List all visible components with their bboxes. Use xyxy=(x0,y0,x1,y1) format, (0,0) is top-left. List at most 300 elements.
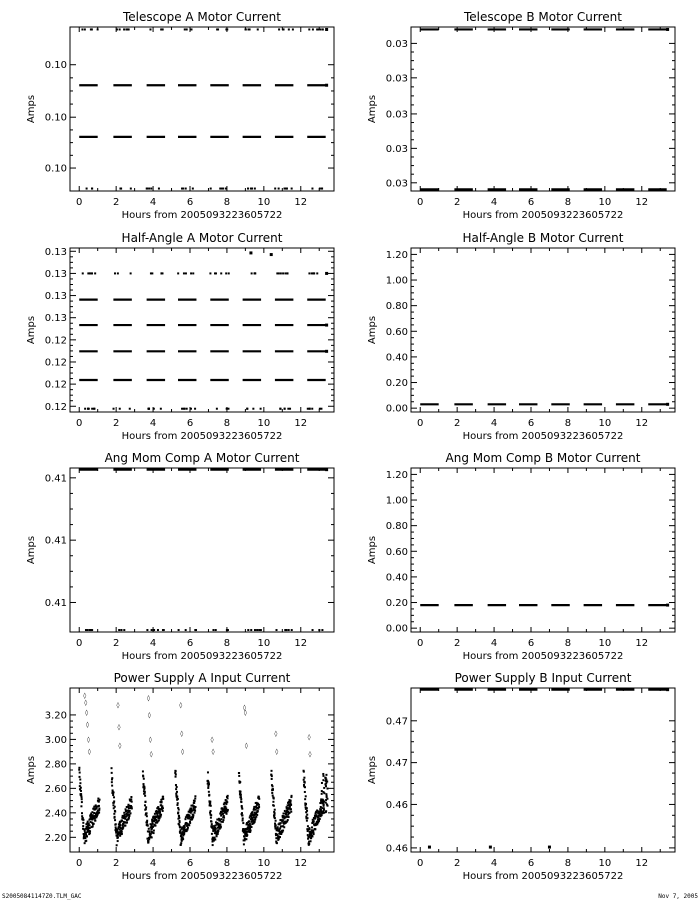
x-axis-label: Hours from 2005093223605722 xyxy=(121,651,283,662)
data-point xyxy=(153,830,155,832)
data-point xyxy=(194,810,196,812)
data-point xyxy=(117,272,119,274)
data-point xyxy=(187,828,189,830)
data-point xyxy=(310,840,312,842)
data-point xyxy=(176,796,178,798)
data-point xyxy=(130,796,132,798)
data-point xyxy=(312,272,314,274)
data-point xyxy=(306,814,308,816)
data-point xyxy=(146,629,148,631)
data-point xyxy=(207,787,209,789)
data-point xyxy=(89,830,91,832)
data-point xyxy=(227,809,229,811)
data-point xyxy=(193,802,195,804)
data-point xyxy=(226,801,228,803)
data-point xyxy=(271,770,273,772)
data-point xyxy=(244,839,246,841)
data-point xyxy=(117,836,119,838)
data-point xyxy=(226,408,228,410)
y-tick-label: 0.13 xyxy=(44,291,67,303)
data-point xyxy=(111,767,113,769)
y-tick-label: 0.12 xyxy=(44,357,67,369)
y-tick-label: 0.00 xyxy=(385,403,408,415)
y-tick-label: 0.60 xyxy=(385,326,408,338)
x-tick-label: 2 xyxy=(112,638,120,649)
data-point xyxy=(272,785,274,787)
data-point xyxy=(258,806,260,808)
data-point xyxy=(175,773,177,775)
data-point xyxy=(113,791,115,793)
data-point xyxy=(162,807,164,809)
data-point xyxy=(143,783,145,785)
data-point xyxy=(322,775,324,777)
data-point xyxy=(81,812,83,814)
data-point xyxy=(272,788,274,790)
y-tick-label: 0.03 xyxy=(385,38,408,50)
data-point xyxy=(428,846,431,849)
data-point xyxy=(147,840,149,842)
data-point xyxy=(240,791,242,793)
data-point xyxy=(241,808,243,810)
data-point xyxy=(194,795,196,797)
data-point xyxy=(323,787,325,789)
data-point xyxy=(258,629,260,631)
y-axis-label: Amps xyxy=(26,94,37,124)
data-point xyxy=(304,786,306,788)
data-point xyxy=(312,28,314,30)
y-tick-label: 0.41 xyxy=(44,535,67,547)
y-tick-label: 1.20 xyxy=(385,469,408,481)
data-outlier: ◊ xyxy=(118,742,122,750)
x-tick-label: 12 xyxy=(635,858,649,869)
x-axis-label: Hours from 2005093223605722 xyxy=(121,871,283,882)
data-point xyxy=(322,801,324,803)
data-point xyxy=(291,629,293,631)
data-point xyxy=(273,798,275,800)
data-point xyxy=(290,808,292,810)
data-outlier: ◊ xyxy=(86,736,90,744)
data-point xyxy=(272,801,274,803)
data-point xyxy=(154,813,156,815)
data-point xyxy=(285,814,287,816)
data-point xyxy=(192,814,194,816)
data-point xyxy=(208,781,210,783)
data-outlier: ◊ xyxy=(307,733,311,741)
x-tick-label: 6 xyxy=(186,858,194,869)
data-outlier: ◊ xyxy=(181,748,185,756)
data-point xyxy=(322,773,324,775)
data-point xyxy=(242,820,244,822)
data-point xyxy=(249,28,251,30)
data-point xyxy=(306,810,308,812)
data-point xyxy=(184,28,186,30)
data-point xyxy=(291,795,293,797)
y-tick-label: 2.60 xyxy=(44,783,67,795)
y-tick-label: 0.13 xyxy=(44,246,67,258)
data-point xyxy=(91,188,93,190)
data-point xyxy=(152,823,154,825)
data-point xyxy=(246,834,248,836)
data-point xyxy=(150,188,152,190)
data-point xyxy=(319,28,321,30)
data-point xyxy=(216,835,218,837)
data-point xyxy=(272,795,274,797)
data-outlier: ◊ xyxy=(210,736,214,744)
data-point xyxy=(325,774,327,776)
data-point xyxy=(321,629,323,631)
x-tick-label: 0 xyxy=(417,858,424,869)
x-tick-label: 12 xyxy=(635,638,649,649)
plot-frame xyxy=(411,27,675,191)
data-point xyxy=(245,838,247,840)
data-point xyxy=(311,408,313,410)
data-point xyxy=(89,824,91,826)
x-tick-label: 8 xyxy=(564,418,572,429)
data-point xyxy=(162,810,164,812)
chart-panel-2 xyxy=(367,10,675,221)
data-point xyxy=(148,408,150,410)
data-point xyxy=(321,793,323,795)
data-point xyxy=(325,779,327,781)
data-point xyxy=(176,791,178,793)
x-tick-label: 2 xyxy=(453,638,461,649)
x-tick-label: 8 xyxy=(564,858,572,869)
data-outlier: ◊ xyxy=(275,748,279,756)
data-point xyxy=(275,824,277,826)
data-point xyxy=(257,28,259,30)
chart-panel-8 xyxy=(367,671,675,882)
data-point xyxy=(195,806,197,808)
data-point xyxy=(194,812,196,814)
x-tick-label: 0 xyxy=(417,638,424,649)
data-point xyxy=(222,813,224,815)
data-point xyxy=(210,817,212,819)
x-tick-label: 10 xyxy=(598,858,612,869)
data-point xyxy=(217,830,219,832)
y-tick-label: 3.00 xyxy=(44,734,67,746)
data-point xyxy=(214,839,216,841)
data-point xyxy=(113,813,115,815)
data-point xyxy=(282,819,284,821)
data-outlier: ◊ xyxy=(85,709,89,717)
data-point xyxy=(158,819,160,821)
data-point xyxy=(96,807,98,809)
data-point xyxy=(162,798,164,800)
data-point xyxy=(180,842,182,844)
chart-panel-4 xyxy=(367,231,675,442)
data-point xyxy=(191,28,193,30)
y-tick-label: 0.20 xyxy=(385,378,408,390)
data-point xyxy=(80,805,82,807)
data-point xyxy=(160,408,162,410)
data-point xyxy=(304,798,306,800)
data-point xyxy=(127,814,129,816)
plot-frame xyxy=(70,248,334,412)
data-point xyxy=(319,188,321,190)
data-point xyxy=(186,408,188,410)
data-point xyxy=(249,823,251,825)
data-point xyxy=(98,801,100,803)
data-point xyxy=(210,805,212,807)
x-tick-label: 8 xyxy=(223,858,231,869)
data-point xyxy=(131,807,133,809)
data-point xyxy=(178,809,180,811)
x-tick-label: 10 xyxy=(598,418,612,429)
data-point xyxy=(81,796,83,798)
data-point xyxy=(306,820,308,822)
data-point xyxy=(126,821,128,823)
data-point xyxy=(208,794,210,796)
data-point xyxy=(286,272,288,274)
data-outlier: ◊ xyxy=(87,748,91,756)
data-point xyxy=(316,272,318,274)
data-point xyxy=(154,825,156,827)
data-point xyxy=(143,778,145,780)
data-point xyxy=(274,812,276,814)
data-point xyxy=(98,808,100,810)
data-point xyxy=(84,408,86,410)
data-point xyxy=(160,816,162,818)
data-point xyxy=(225,28,227,30)
y-tick-label: 0.10 xyxy=(44,112,67,124)
data-outlier: ◊ xyxy=(149,751,153,759)
data-point xyxy=(288,629,290,631)
data-series xyxy=(420,403,669,406)
data-point xyxy=(82,272,84,274)
data-point xyxy=(325,28,328,31)
plot-frame xyxy=(411,468,675,632)
x-axis-label: Hours from 2005093223605722 xyxy=(121,431,283,442)
data-point xyxy=(311,835,313,837)
y-tick-label: 3.20 xyxy=(44,710,67,722)
data-point xyxy=(325,272,328,275)
data-point xyxy=(247,629,249,631)
data-point xyxy=(313,833,315,835)
data-point xyxy=(250,830,252,832)
data-point xyxy=(212,629,214,631)
data-point xyxy=(274,817,276,819)
data-point xyxy=(276,842,278,844)
plot-frame xyxy=(70,27,334,191)
chart-panel-7 xyxy=(26,671,334,882)
data-point xyxy=(283,826,285,828)
y-tick-label: 0.13 xyxy=(44,313,67,325)
data-point xyxy=(144,791,146,793)
data-point xyxy=(280,272,282,274)
data-point xyxy=(292,28,294,30)
data-point xyxy=(325,793,327,795)
y-axis-label: Amps xyxy=(367,755,378,785)
data-point xyxy=(286,188,288,190)
data-point xyxy=(119,28,121,30)
data-point xyxy=(321,790,323,792)
y-tick-label: 2.80 xyxy=(44,759,67,771)
data-point xyxy=(114,272,116,274)
data-outlier: ◊ xyxy=(147,711,151,719)
data-point xyxy=(290,811,292,813)
data-point xyxy=(111,785,113,787)
data-outlier: ◊ xyxy=(116,702,120,710)
x-tick-label: 4 xyxy=(149,197,157,208)
data-point xyxy=(181,188,183,190)
data-point xyxy=(278,28,280,30)
data-point xyxy=(179,826,181,828)
data-point xyxy=(303,779,305,781)
x-tick-label: 10 xyxy=(598,197,612,208)
x-tick-label: 6 xyxy=(186,197,194,208)
data-point xyxy=(175,793,177,795)
data-point xyxy=(150,833,152,835)
chart-title: Ang Mom Comp A Motor Current xyxy=(104,451,300,465)
data-point xyxy=(242,817,244,819)
data-series xyxy=(78,692,328,846)
y-tick-label: 0.03 xyxy=(385,73,408,85)
data-point xyxy=(177,272,179,274)
data-point xyxy=(153,629,155,631)
data-point xyxy=(306,807,308,809)
data-point xyxy=(181,408,183,410)
y-tick-label: 0.47 xyxy=(385,758,408,770)
chart-title: Half-Angle A Motor Current xyxy=(121,231,283,245)
y-tick-label: 0.03 xyxy=(385,143,408,155)
data-point xyxy=(288,28,290,30)
y-tick-label: 0.46 xyxy=(385,843,408,855)
y-tick-label: 2.20 xyxy=(44,832,67,844)
x-tick-label: 12 xyxy=(635,197,649,208)
data-point xyxy=(184,818,186,820)
data-point xyxy=(251,188,253,190)
data-point xyxy=(98,811,100,813)
data-point xyxy=(323,809,325,811)
data-point xyxy=(225,188,227,190)
data-outlier: ◊ xyxy=(180,730,184,738)
data-point xyxy=(116,844,118,846)
data-point xyxy=(97,28,99,30)
data-point xyxy=(210,810,212,812)
data-point xyxy=(273,805,275,807)
data-point xyxy=(248,820,250,822)
data-point xyxy=(157,629,159,631)
footer-date: Nov 7, 2005 xyxy=(658,893,698,900)
plot-frame xyxy=(70,468,334,632)
data-point xyxy=(183,272,185,274)
y-axis-label: Amps xyxy=(367,315,378,345)
data-point xyxy=(127,28,129,30)
data-point xyxy=(79,778,81,780)
data-point xyxy=(79,782,81,784)
data-point xyxy=(256,814,258,816)
data-point xyxy=(288,816,290,818)
data-point xyxy=(184,827,186,829)
data-point xyxy=(78,767,80,769)
x-axis-label: Hours from 2005093223605722 xyxy=(462,871,624,882)
data-point xyxy=(212,844,214,846)
data-point xyxy=(241,812,243,814)
data-point xyxy=(216,408,218,410)
data-outlier: ◊ xyxy=(211,748,215,756)
data-point xyxy=(89,629,91,631)
x-tick-label: 0 xyxy=(76,858,83,869)
data-point xyxy=(227,795,229,797)
data-point xyxy=(284,408,286,410)
data-point xyxy=(311,188,313,190)
x-tick-label: 10 xyxy=(598,638,612,649)
x-tick-label: 4 xyxy=(490,638,498,649)
data-point xyxy=(89,827,91,829)
data-point xyxy=(92,826,94,828)
data-point xyxy=(183,408,185,410)
data-point xyxy=(81,798,83,800)
data-point xyxy=(243,843,245,845)
data-point xyxy=(325,785,327,787)
data-point xyxy=(85,629,87,631)
data-point xyxy=(87,821,89,823)
data-point xyxy=(210,188,212,190)
data-point xyxy=(210,814,212,816)
data-point xyxy=(123,629,125,631)
x-tick-label: 2 xyxy=(453,197,461,208)
data-point xyxy=(214,272,216,274)
data-outlier: ◊ xyxy=(83,692,87,700)
data-point xyxy=(278,188,280,190)
data-point xyxy=(252,811,254,813)
x-tick-label: 4 xyxy=(149,418,157,429)
data-point xyxy=(247,188,249,190)
data-outlier: ◊ xyxy=(308,751,312,759)
data-point xyxy=(309,828,311,830)
data-point xyxy=(185,272,187,274)
data-point xyxy=(311,826,313,828)
data-point xyxy=(208,783,210,785)
data-point xyxy=(145,808,147,810)
data-point xyxy=(114,811,116,813)
data-point xyxy=(194,798,196,800)
data-point xyxy=(214,837,216,839)
x-tick-label: 8 xyxy=(223,638,231,649)
data-point xyxy=(220,818,222,820)
data-outlier: ◊ xyxy=(84,699,88,707)
chart-title: Power Supply B Input Current xyxy=(454,671,632,685)
data-point xyxy=(208,791,210,793)
data-point xyxy=(312,629,314,631)
data-point xyxy=(240,794,242,796)
data-point xyxy=(130,188,132,190)
data-point xyxy=(307,838,309,840)
data-point xyxy=(124,825,126,827)
chart-panel-1 xyxy=(26,10,334,221)
x-tick-label: 4 xyxy=(490,197,498,208)
data-point xyxy=(146,815,148,817)
data-point xyxy=(93,408,95,410)
data-point xyxy=(211,823,213,825)
data-series xyxy=(420,688,669,848)
data-point xyxy=(89,832,91,834)
data-point xyxy=(142,775,144,777)
data-point xyxy=(129,810,131,812)
data-point xyxy=(113,800,115,802)
data-series xyxy=(420,604,669,607)
chart-title: Telescope B Motor Current xyxy=(463,10,623,24)
data-point xyxy=(162,629,164,631)
x-tick-label: 12 xyxy=(294,197,308,208)
data-point xyxy=(223,817,225,819)
data-point xyxy=(84,842,86,844)
data-point xyxy=(258,804,260,806)
data-point xyxy=(81,28,83,30)
data-point xyxy=(145,806,147,808)
data-point xyxy=(306,817,308,819)
x-tick-label: 2 xyxy=(112,197,120,208)
